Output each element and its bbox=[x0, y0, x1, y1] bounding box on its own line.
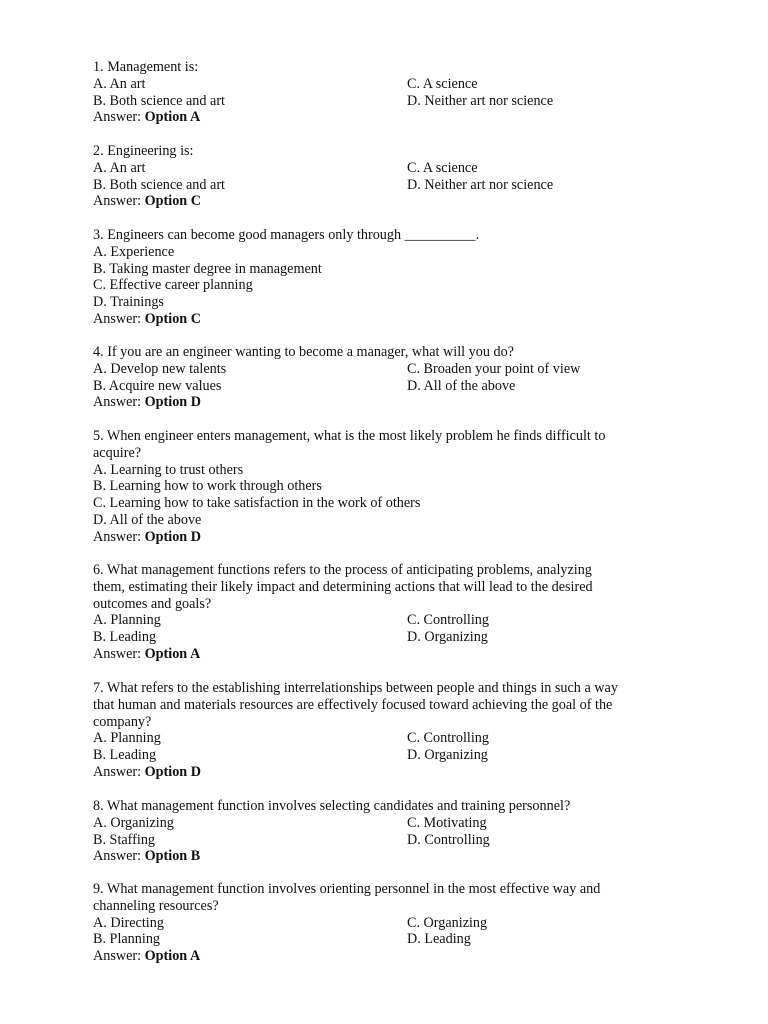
answer-line bbox=[93, 109, 683, 126]
answer-label: Answer: bbox=[93, 528, 142, 545]
question-text: them, estimating their likely impact and determining actions that will lead to the desired bbox=[93, 578, 593, 595]
answer-line bbox=[93, 529, 683, 546]
answer-line bbox=[93, 193, 683, 210]
answer-value: Option A bbox=[144, 948, 201, 965]
question-stem bbox=[93, 59, 683, 76]
option-row bbox=[93, 160, 683, 177]
question-stem bbox=[93, 428, 683, 462]
option-c: C. Controlling bbox=[407, 612, 489, 629]
option-c: C. Effective career planning bbox=[93, 277, 253, 294]
option-b: B. Acquire new values bbox=[93, 377, 222, 394]
question-3 bbox=[93, 227, 683, 328]
option-row bbox=[93, 378, 683, 395]
question-6 bbox=[93, 562, 683, 663]
answer-label: Answer: bbox=[93, 645, 142, 662]
question-text: acquire? bbox=[93, 444, 142, 461]
option-d: D. All of the above bbox=[93, 511, 202, 528]
question-text: 6. What management functions refers to the process of anticipating problems, analyzing bbox=[93, 562, 592, 578]
option-c: C. Organizing bbox=[407, 914, 488, 931]
question-text: 8. What management function involves selecting candidates and training personnel? bbox=[93, 798, 571, 814]
answer-value: Option D bbox=[144, 763, 201, 780]
option-c: C. Broaden your point of view bbox=[407, 360, 581, 377]
answer-value: Option C bbox=[144, 193, 201, 210]
answer-value: Option A bbox=[144, 109, 201, 126]
option-d: D. Controlling bbox=[407, 831, 490, 848]
answer-line bbox=[93, 764, 683, 781]
question-1 bbox=[93, 59, 683, 126]
question-stem bbox=[93, 680, 683, 730]
option-b: B. Leading bbox=[93, 629, 157, 646]
option-a: A. Planning bbox=[93, 730, 161, 747]
option-row bbox=[93, 915, 683, 932]
answer-line bbox=[93, 646, 683, 663]
answer-label: Answer: bbox=[93, 848, 142, 865]
option-a: A. Planning bbox=[93, 612, 161, 629]
answer-value: Option D bbox=[144, 528, 201, 545]
answer-label: Answer: bbox=[93, 948, 142, 965]
question-text: 5. When engineer enters management, what is the most likely problem he finds difficult to bbox=[93, 428, 606, 444]
option-d: D. Organizing bbox=[407, 747, 488, 764]
question-stem bbox=[93, 798, 683, 815]
option-b: B. Both science and art bbox=[93, 176, 225, 193]
option-a: A. Develop new talents bbox=[93, 360, 227, 377]
question-9 bbox=[93, 881, 683, 965]
option-a: A. An art bbox=[93, 159, 146, 176]
question-stem bbox=[93, 227, 683, 244]
option-row bbox=[93, 815, 683, 832]
question-2 bbox=[93, 143, 683, 210]
answer-value: Option D bbox=[144, 394, 201, 411]
option-a: A. Experience bbox=[93, 243, 175, 260]
option-d: D. Trainings bbox=[93, 294, 164, 311]
option-row bbox=[93, 177, 683, 194]
answer-line bbox=[93, 848, 683, 865]
option-row bbox=[93, 931, 683, 948]
question-5 bbox=[93, 428, 683, 546]
option-b: B. Both science and art bbox=[93, 92, 225, 109]
option-c: C. Controlling bbox=[407, 730, 489, 747]
option-b: B. Staffing bbox=[93, 831, 156, 848]
question-7 bbox=[93, 680, 683, 781]
question-stem bbox=[93, 562, 683, 612]
question-stem bbox=[93, 344, 683, 361]
question-stem bbox=[93, 881, 683, 915]
answer-label: Answer: bbox=[93, 310, 142, 327]
question-8 bbox=[93, 798, 683, 865]
answer-line bbox=[93, 311, 683, 328]
option-row bbox=[93, 832, 683, 849]
option-d: D. Organizing bbox=[407, 629, 488, 646]
option-d: D. Leading bbox=[407, 931, 471, 948]
answer-label: Answer: bbox=[93, 394, 142, 411]
option-row bbox=[93, 730, 683, 747]
answer-line bbox=[93, 394, 683, 411]
option-d: D. All of the above bbox=[407, 377, 516, 394]
answer-label: Answer: bbox=[93, 193, 142, 210]
answer-value: Option A bbox=[144, 645, 201, 662]
option-b: B. Taking master degree in management bbox=[93, 260, 322, 277]
question-4 bbox=[93, 344, 683, 411]
option-a: A. Learning to trust others bbox=[93, 461, 244, 478]
question-text: 1. Management is: bbox=[93, 59, 199, 75]
option-b: B. Planning bbox=[93, 931, 161, 948]
option-c: C. Motivating bbox=[407, 814, 487, 831]
option-b: B. Learning how to work through others bbox=[93, 478, 322, 495]
answer-label: Answer: bbox=[93, 109, 142, 126]
option-a: A. Directing bbox=[93, 914, 164, 931]
question-text: channeling resources? bbox=[93, 897, 219, 914]
option-row bbox=[93, 93, 683, 110]
answer-label: Answer: bbox=[93, 763, 142, 780]
question-text: 3. Engineers can become good managers only through __________. bbox=[93, 227, 480, 243]
option-a: A. An art bbox=[93, 75, 146, 92]
option-row bbox=[93, 747, 683, 764]
option-d: D. Neither art nor science bbox=[407, 176, 554, 193]
answer-value: Option C bbox=[144, 310, 201, 327]
question-stem bbox=[93, 143, 683, 160]
option-c: C. A science bbox=[407, 159, 478, 176]
question-text: that human and materials resources are effectively focused toward achieving the goal of the bbox=[93, 696, 613, 713]
option-row bbox=[93, 612, 683, 629]
answer-value: Option B bbox=[144, 848, 201, 865]
option-c: C. A science bbox=[407, 75, 478, 92]
option-row bbox=[93, 629, 683, 646]
option-row bbox=[93, 361, 683, 378]
answer-line bbox=[93, 948, 683, 965]
question-text: outcomes and goals? bbox=[93, 595, 212, 612]
option-a: A. Organizing bbox=[93, 814, 174, 831]
option-c: C. Learning how to take satisfaction in the work of others bbox=[93, 495, 421, 512]
option-b: B. Leading bbox=[93, 747, 157, 764]
option-d: D. Neither art nor science bbox=[407, 92, 554, 109]
option-row bbox=[93, 76, 683, 93]
question-text: 4. If you are an engineer wanting to become a manager, what will you do? bbox=[93, 344, 514, 360]
question-text: company? bbox=[93, 713, 152, 730]
question-text: 2. Engineering is: bbox=[93, 143, 194, 159]
question-text: 7. What refers to the establishing interrelationships between people and things in such a way bbox=[93, 680, 618, 696]
question-text: 9. What management function involves orienting personnel in the most effective way and bbox=[93, 881, 601, 897]
